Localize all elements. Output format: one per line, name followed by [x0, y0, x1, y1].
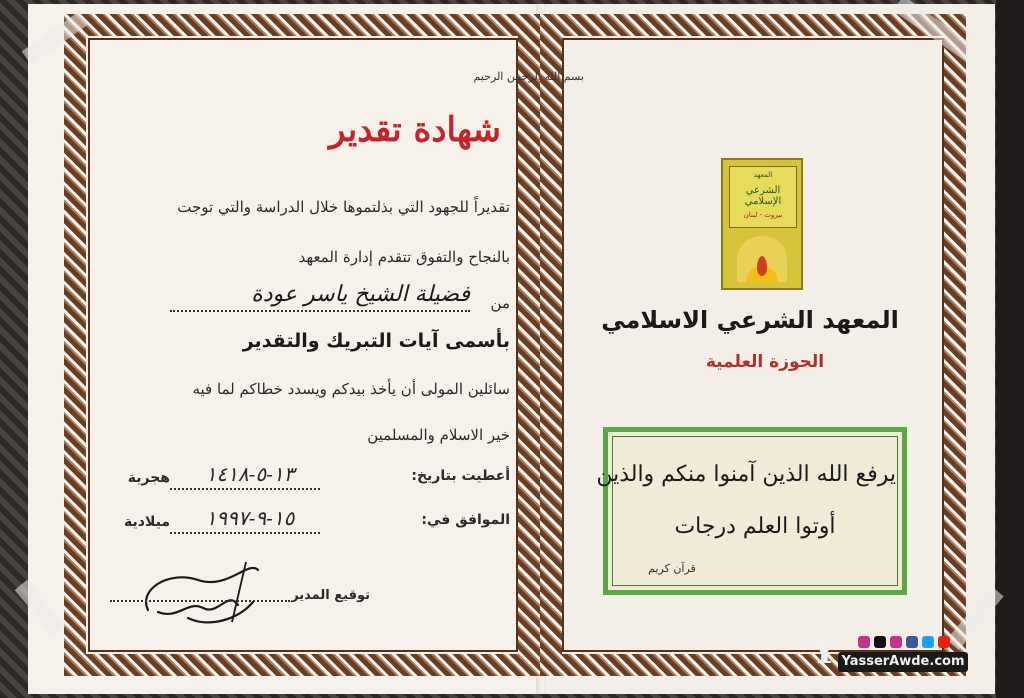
flame-icon: [757, 256, 767, 276]
body-line-3: سائلين المولى أن يأخذ بيدكم ويسدد خطاكم لما فيه: [192, 380, 510, 398]
issued-date: ١٣-٥-١٤١٨: [205, 462, 295, 486]
gregorian-date: ١٥-٩-١٩٩٧: [205, 506, 295, 530]
recipient-prefix: من: [490, 294, 510, 312]
congratulations-line: بأسمى آيات التبريك والتقدير: [242, 330, 510, 352]
twitter-icon: [922, 636, 934, 648]
instagram-icon: [858, 636, 870, 648]
watermark-logo-icon: Y: [812, 632, 837, 672]
institute-subtitle: الحوزة العلمية: [705, 352, 825, 372]
verse-line-1: يرفع الله الذين آمنوا منكم والذين: [596, 462, 896, 487]
tiktok-icon: [874, 636, 886, 648]
logo-book: [729, 166, 797, 228]
youtube-icon: [938, 636, 950, 648]
body-line-2: بالنجاح والتفوق تتقدم إدارة المعهد: [298, 248, 510, 266]
verse-line-2: أوتوا العلم درجات: [674, 514, 836, 539]
miladi-label: ميلادية: [124, 514, 170, 530]
corresponding-label: الموافق في:: [421, 512, 510, 528]
instagram-icon: [890, 636, 902, 648]
issued-label: أعطيت بتاريخ:: [411, 468, 510, 484]
name-dotted-line: [170, 310, 470, 312]
logo-small-text: المعهد: [753, 171, 773, 179]
gregorian-dotted-line: [170, 532, 320, 534]
body-line-1: تقديراً للجهود التي بذلتموها خلال الدراسة والتي توجت: [177, 198, 510, 216]
issued-dotted-line: [170, 488, 320, 490]
institute-logo: [721, 158, 803, 290]
verse-source: قرآن كريم: [648, 562, 696, 575]
signature-dotted-line: [110, 600, 290, 602]
logo-text: الشرعي الإسلامي: [744, 185, 782, 207]
hijri-label: هجرية: [127, 470, 170, 486]
body-line-4: خير الاسلام والمسلمين: [367, 426, 510, 444]
recipient-name: فضيلة الشيخ ياسر عودة: [251, 282, 470, 307]
institute-name: المعهد الشرعي الاسلامي: [601, 306, 899, 334]
director-signature: [128, 550, 268, 630]
logo-subtext: بيروت - لبنان: [743, 211, 783, 219]
certificate-title: شهادة تقدير: [328, 110, 502, 150]
bismillah: بسم الله الرحمن الرحيم: [473, 70, 584, 83]
quran-verse-box: [596, 427, 907, 595]
director-signature-label: توقيع المدير: [291, 588, 370, 603]
facebook-icon: [906, 636, 918, 648]
watermark-text: YasserAwde.com: [838, 652, 968, 672]
